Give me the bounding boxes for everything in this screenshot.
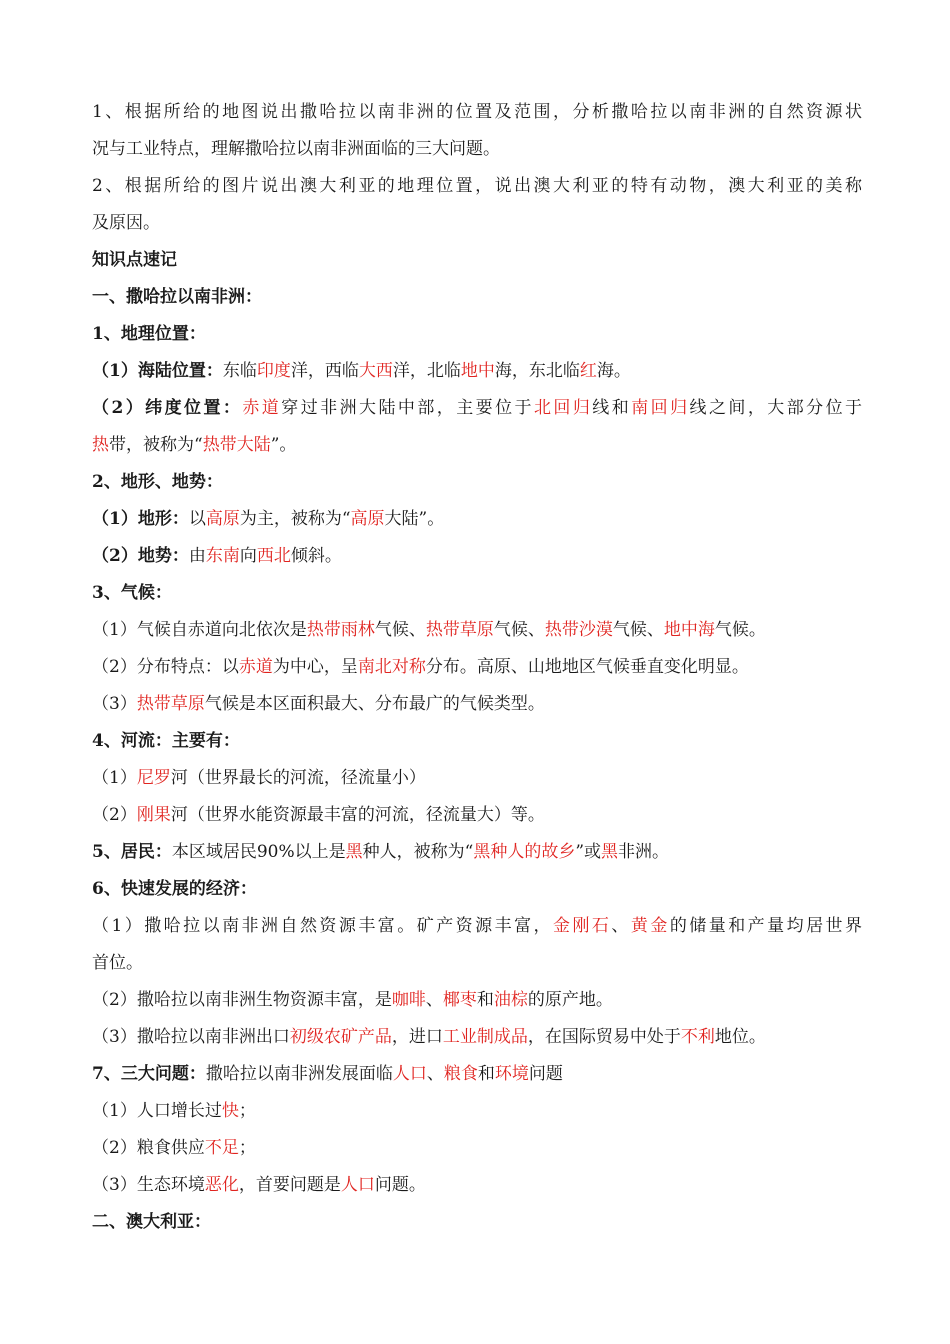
body-text: 带，被称为“ bbox=[109, 435, 203, 455]
highlighted-keyword: 热 bbox=[92, 435, 109, 455]
highlighted-keyword: 咖啡 bbox=[391, 990, 426, 1010]
bold-heading-text: 4、河流：主要有： bbox=[92, 731, 240, 751]
highlighted-keyword: 东南 bbox=[205, 546, 240, 566]
body-text: 由 bbox=[188, 546, 206, 566]
body-text: 及原因。 bbox=[92, 213, 160, 233]
highlighted-keyword: 工业制成品 bbox=[442, 1027, 528, 1047]
highlighted-keyword: 椰枣 bbox=[442, 990, 477, 1010]
body-text: （1）气候自赤道向北依次是 bbox=[92, 620, 307, 640]
text-line bbox=[92, 1130, 862, 1167]
body-text: 首位。 bbox=[92, 953, 143, 973]
body-text: 河（世界水能资源最丰富的河流，径流量大）等。 bbox=[170, 805, 545, 825]
highlighted-keyword: 高原 bbox=[350, 509, 385, 529]
body-text: （3） bbox=[92, 694, 137, 714]
text-line bbox=[92, 242, 862, 279]
highlighted-keyword: 高原 bbox=[205, 509, 240, 529]
body-text: ； bbox=[238, 1101, 256, 1121]
highlighted-keyword: 红 bbox=[579, 361, 597, 381]
text-line bbox=[92, 686, 862, 723]
highlighted-keyword: 黑 bbox=[345, 842, 363, 862]
body-text: 气候、 bbox=[493, 620, 545, 640]
bold-heading-text: （1）地形： bbox=[92, 509, 189, 529]
body-text: 撒哈拉以南非洲发展面临 bbox=[205, 1064, 393, 1084]
document-page bbox=[92, 94, 862, 1241]
body-text: 的储量和产量均居世界 bbox=[669, 916, 862, 936]
highlighted-keyword: 不足 bbox=[204, 1138, 239, 1158]
body-text: 和 bbox=[476, 990, 494, 1010]
body-text: 、 bbox=[425, 990, 443, 1010]
body-text: 海，东北临 bbox=[494, 361, 580, 381]
body-text: 和 bbox=[477, 1064, 495, 1084]
body-text: ，在国际贸易中处于 bbox=[527, 1027, 681, 1047]
text-line bbox=[92, 205, 862, 242]
body-text: （2）粮食供应 bbox=[92, 1138, 205, 1158]
highlighted-keyword: 热带草原 bbox=[425, 620, 494, 640]
text-line bbox=[92, 131, 862, 168]
body-text: 向 bbox=[239, 546, 257, 566]
highlighted-keyword: 热带雨林 bbox=[306, 620, 375, 640]
text-line bbox=[92, 834, 862, 871]
text-line bbox=[92, 94, 862, 131]
body-text: 气候。 bbox=[714, 620, 766, 640]
body-text: 地位。 bbox=[714, 1027, 766, 1047]
body-text: ，首要问题是 bbox=[238, 1175, 341, 1195]
text-line bbox=[92, 908, 862, 945]
body-text: 洋，北临 bbox=[392, 361, 461, 381]
highlighted-keyword: 大西 bbox=[358, 361, 393, 381]
highlighted-keyword: 地中海 bbox=[663, 620, 715, 640]
text-line bbox=[92, 945, 862, 982]
highlighted-keyword: 初级农矿产品 bbox=[289, 1027, 392, 1047]
bold-heading-text: 2、地形、地势： bbox=[92, 472, 223, 492]
body-text: ； bbox=[238, 1138, 256, 1158]
highlighted-keyword: 热带沙漠 bbox=[544, 620, 613, 640]
body-text: 种人，被称为“ bbox=[362, 842, 474, 862]
body-text: （3）撒哈拉以南非洲出口 bbox=[92, 1027, 290, 1047]
bold-heading-text: （2）纬度位置： bbox=[92, 398, 243, 418]
highlighted-keyword: 赤道 bbox=[242, 398, 282, 418]
bold-heading-text: 知识点速记 bbox=[92, 250, 177, 270]
highlighted-keyword: 恶化 bbox=[204, 1175, 239, 1195]
body-text: 洋，西临 bbox=[290, 361, 359, 381]
text-line bbox=[92, 1167, 862, 1204]
highlighted-keyword: 粮食 bbox=[443, 1064, 478, 1084]
bold-heading-text: 二、澳大利亚： bbox=[92, 1212, 211, 1232]
body-text: ”或 bbox=[575, 842, 602, 862]
body-text: （1）撒哈拉以南非洲自然资源丰富。矿产资源丰富， bbox=[92, 916, 553, 936]
highlighted-keyword: 地中 bbox=[460, 361, 495, 381]
highlighted-keyword: 北回归 bbox=[533, 398, 593, 418]
body-text: 河（世界最长的河流，径流量小） bbox=[170, 768, 426, 788]
body-text: 东临 bbox=[222, 361, 257, 381]
text-line bbox=[92, 723, 862, 760]
body-text: 大陆”。 bbox=[384, 509, 445, 529]
highlighted-keyword: 黄金 bbox=[630, 916, 670, 936]
body-text: 非洲。 bbox=[618, 842, 670, 862]
body-text: （3）生态环境 bbox=[92, 1175, 205, 1195]
text-line bbox=[92, 760, 862, 797]
highlighted-keyword: 黑 bbox=[601, 842, 619, 862]
highlighted-keyword: 印度 bbox=[256, 361, 291, 381]
text-line bbox=[92, 871, 862, 908]
body-text: 的原产地。 bbox=[527, 990, 613, 1010]
highlighted-keyword: 黑种人的故乡 bbox=[473, 842, 576, 862]
highlighted-keyword: 油棕 bbox=[493, 990, 528, 1010]
body-text: 本区域居民90%以上是 bbox=[171, 842, 346, 862]
body-text: （1） bbox=[92, 768, 137, 788]
body-text: 分布。高原、山地地区气候垂直变化明显。 bbox=[425, 657, 749, 677]
highlighted-keyword: 南北对称 bbox=[357, 657, 426, 677]
bold-heading-text: 5、居民： bbox=[92, 842, 172, 862]
bold-heading-text: （1）海陆位置： bbox=[92, 361, 223, 381]
text-line bbox=[92, 168, 862, 205]
body-text: 海。 bbox=[596, 361, 631, 381]
text-line bbox=[92, 982, 862, 1019]
body-text: 线之间，大部分位于 bbox=[689, 398, 862, 418]
text-line bbox=[92, 1093, 862, 1130]
text-line bbox=[92, 1019, 862, 1056]
highlighted-keyword: 人口 bbox=[392, 1064, 427, 1084]
text-line bbox=[92, 797, 862, 834]
body-text: 况与工业特点，理解撒哈拉以南非洲面临的三大问题。 bbox=[92, 139, 500, 159]
highlighted-keyword: 热带大陆 bbox=[202, 435, 271, 455]
body-text: 2、根据所给的图片说出澳大利亚的地理位置，说出澳大利亚的特有动物，澳大利亚的美称 bbox=[92, 176, 862, 196]
text-line bbox=[92, 538, 862, 575]
highlighted-keyword: 环境 bbox=[494, 1064, 529, 1084]
highlighted-keyword: 西北 bbox=[256, 546, 291, 566]
highlighted-keyword: 金刚石 bbox=[553, 916, 612, 936]
highlighted-keyword: 赤道 bbox=[238, 657, 273, 677]
highlighted-keyword: 南回归 bbox=[631, 398, 690, 418]
body-text: 倾斜。 bbox=[290, 546, 342, 566]
body-text: 、 bbox=[611, 916, 631, 936]
text-line bbox=[92, 575, 862, 612]
bold-heading-text: 1、地理位置： bbox=[92, 324, 206, 344]
highlighted-keyword: 尼罗 bbox=[136, 768, 171, 788]
highlighted-keyword: 人口 bbox=[340, 1175, 375, 1195]
highlighted-keyword: 快 bbox=[221, 1101, 239, 1121]
bold-heading-text: 一、撒哈拉以南非洲： bbox=[92, 287, 262, 307]
text-line bbox=[92, 649, 862, 686]
text-line bbox=[92, 464, 862, 501]
body-text: 气候、 bbox=[374, 620, 426, 640]
highlighted-keyword: 刚果 bbox=[136, 805, 171, 825]
body-text: （2）分布特点：以 bbox=[92, 657, 239, 677]
highlighted-keyword: 不利 bbox=[680, 1027, 715, 1047]
text-line bbox=[92, 501, 862, 538]
bold-heading-text: 7、三大问题： bbox=[92, 1064, 206, 1084]
body-text: 线和 bbox=[592, 398, 632, 418]
text-line bbox=[92, 1204, 862, 1241]
body-text: ”。 bbox=[270, 435, 297, 455]
highlighted-keyword: 热带草原 bbox=[136, 694, 205, 714]
bold-heading-text: （2）地势： bbox=[92, 546, 189, 566]
body-text: 、 bbox=[426, 1064, 444, 1084]
text-line bbox=[92, 427, 862, 464]
text-line bbox=[92, 1056, 862, 1093]
body-text: 气候、 bbox=[612, 620, 664, 640]
text-line bbox=[92, 316, 862, 353]
body-text: ，进口 bbox=[391, 1027, 443, 1047]
body-text: 为中心，呈 bbox=[272, 657, 358, 677]
body-text: （1）人口增长过 bbox=[92, 1101, 222, 1121]
text-line bbox=[92, 390, 862, 427]
body-text: 气候是本区面积最大、分布最广的气候类型。 bbox=[204, 694, 545, 714]
bold-heading-text: 3、气候： bbox=[92, 583, 172, 603]
body-text: 问题 bbox=[528, 1064, 563, 1084]
body-text: 1、根据所给的地图说出撒哈拉以南非洲的位置及范围，分析撒哈拉以南非洲的自然资源状 bbox=[92, 102, 862, 122]
bold-heading-text: 6、快速发展的经济： bbox=[92, 879, 257, 899]
text-line bbox=[92, 612, 862, 649]
body-text: （2） bbox=[92, 805, 137, 825]
body-text: 问题。 bbox=[374, 1175, 426, 1195]
body-text: 为主，被称为“ bbox=[239, 509, 351, 529]
body-text: 以 bbox=[188, 509, 206, 529]
text-line bbox=[92, 353, 862, 390]
body-text: （2）撒哈拉以南非洲生物资源丰富，是 bbox=[92, 990, 392, 1010]
body-text: 穿过非洲大陆中部，主要位于 bbox=[281, 398, 534, 418]
text-line bbox=[92, 279, 862, 316]
